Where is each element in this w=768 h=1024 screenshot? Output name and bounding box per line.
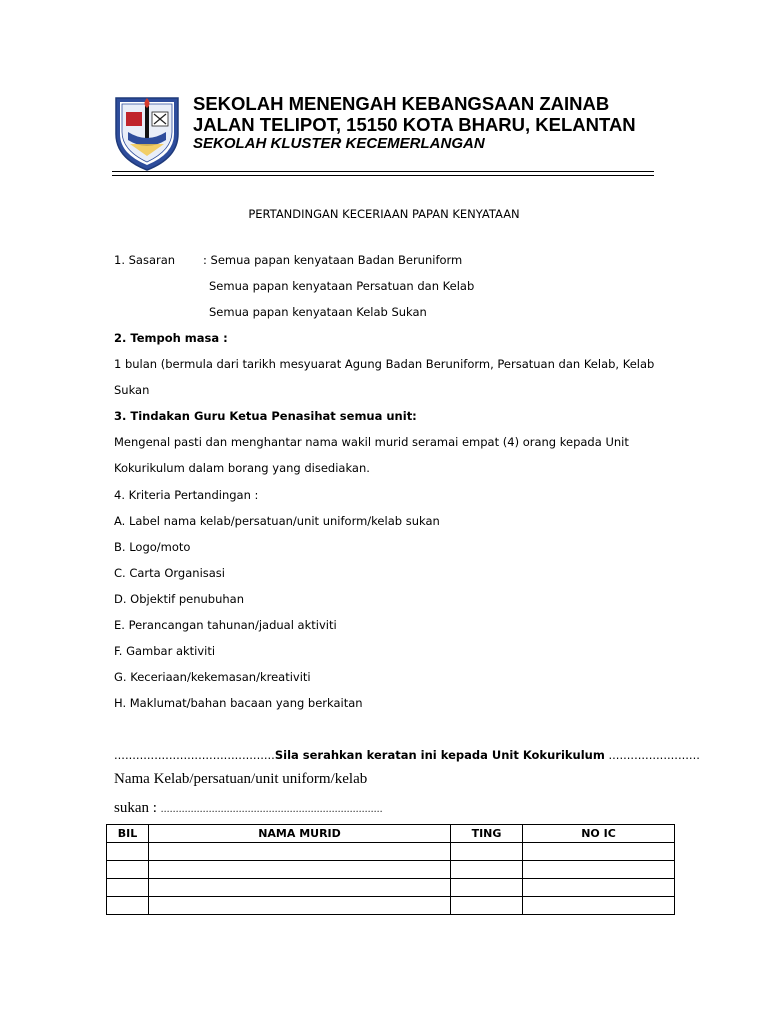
criteria-item: F. Gambar aktiviti: [114, 644, 216, 658]
section1-line: : Semua papan kenyataan Badan Beruniform: [203, 253, 463, 267]
section1-line: Semua papan kenyataan Kelab Sukan: [209, 305, 427, 319]
table-row: [107, 879, 675, 897]
cutline-text: Sila serahkan keratan ini kepada Unit Kokurikulum: [274, 748, 605, 762]
section1-label: 1. Sasaran: [114, 253, 176, 267]
table-cell[interactable]: [451, 843, 523, 861]
section2-line: 1 bulan (bermula dari tarikh mesyuarat Agung Badan Beruniform, Persatuan dan Kelab, Kelab: [114, 357, 655, 371]
school-address: JALAN TELIPOT, 15150 KOTA BHARU, KELANTAN: [193, 114, 636, 135]
table-cell[interactable]: [107, 843, 149, 861]
club-name-label-cont: sukan :: [114, 800, 161, 816]
table-cell[interactable]: [149, 861, 451, 879]
section2-heading: 2. Tempoh masa :: [114, 331, 228, 345]
school-tagline: SEKOLAH KLUSTER KECEMERLANGAN: [193, 135, 485, 152]
criteria-item: H. Maklumat/bahan bacaan yang berkaitan: [114, 696, 363, 710]
table-cell[interactable]: [523, 861, 675, 879]
cutline: [114, 748, 700, 762]
table-row: [107, 861, 675, 879]
table-row: [107, 897, 675, 915]
criteria-item: B. Logo/moto: [114, 540, 191, 554]
table-cell[interactable]: [149, 843, 451, 861]
section3-heading: 3. Tindakan Guru Ketua Penasihat semua unit:: [114, 409, 417, 423]
table-cell[interactable]: [451, 897, 523, 915]
section2-line: Sukan: [114, 383, 150, 397]
criteria-item: D. Objektif penubuhan: [114, 592, 245, 606]
criteria-item: A. Label nama kelab/persatuan/unit uniform/kelab sukan: [114, 514, 440, 528]
school-crest-icon: [112, 92, 182, 172]
criteria-item: C. Carta Organisasi: [114, 566, 225, 580]
table-cell[interactable]: [523, 897, 675, 915]
table-cell[interactable]: [149, 897, 451, 915]
section3-line: Kokurikulum dalam borang yang disediakan.: [114, 461, 370, 475]
club-name-dots: ..........................................................................: [160, 801, 383, 815]
col-header-ting: TING: [451, 825, 523, 843]
table-cell[interactable]: [523, 879, 675, 897]
table-header-row: [107, 825, 675, 843]
col-header-bil: BIL: [107, 825, 149, 843]
criteria-item: E. Perancangan tahunan/jadual aktiviti: [114, 618, 337, 632]
document-title: PERTANDINGAN KECERIAAN PAPAN KENYATAAN: [248, 207, 520, 221]
header-divider: [112, 175, 654, 176]
table-cell[interactable]: [107, 879, 149, 897]
school-name: SEKOLAH MENENGAH KEBANGSAAN ZAINAB: [193, 93, 610, 114]
section1-line: Semua papan kenyataan Persatuan dan Kelab: [209, 279, 475, 293]
table-cell[interactable]: [523, 843, 675, 861]
cutline-dots: .........................: [608, 748, 700, 762]
table-cell[interactable]: [451, 861, 523, 879]
header-divider: [112, 171, 654, 172]
col-header-nama-murid: NAMA MURID: [149, 825, 451, 843]
criteria-item: G. Keceriaan/kekemasan/kreativiti: [114, 670, 311, 684]
table-row: [107, 843, 675, 861]
section4-heading: 4. Kriteria Pertandingan :: [114, 488, 259, 502]
table-cell[interactable]: [107, 861, 149, 879]
student-table: [106, 824, 675, 915]
col-header-no-ic: NO IC: [523, 825, 675, 843]
club-name-label: Nama Kelab/persatuan/unit uniform/kelab: [114, 771, 368, 787]
table-cell[interactable]: [149, 879, 451, 897]
section3-line: Mengenal pasti dan menghantar nama wakil murid seramai empat (4) orang kepada Unit: [114, 435, 629, 449]
table-cell[interactable]: [107, 897, 149, 915]
cutline-dots: ............................................: [114, 748, 275, 762]
table-cell[interactable]: [451, 879, 523, 897]
club-name-field[interactable]: [114, 799, 383, 817]
